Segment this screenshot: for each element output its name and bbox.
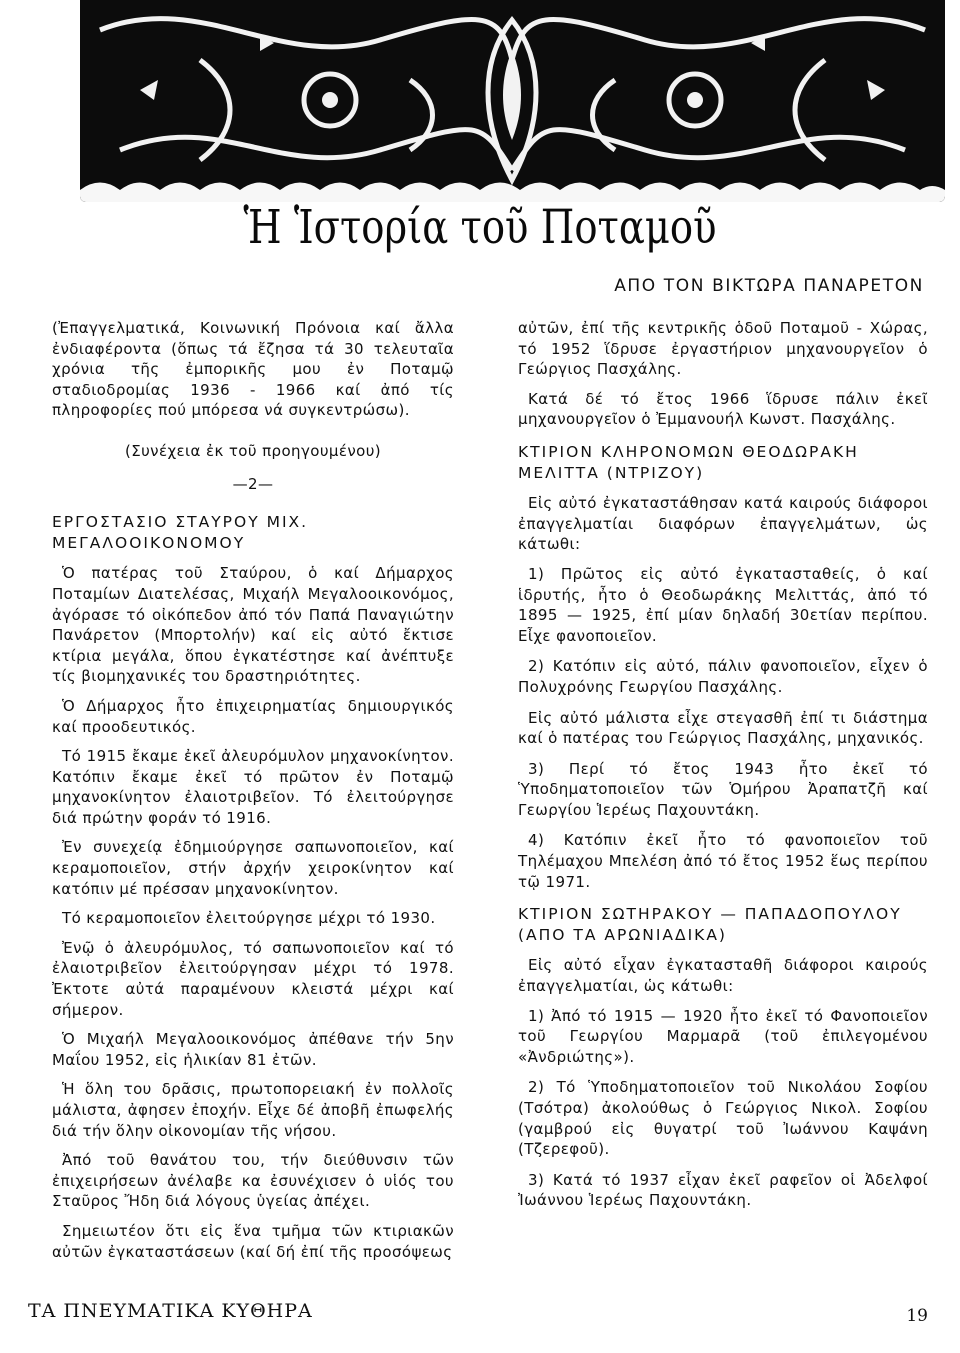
paragraph: Τό κεραμοποιεῖον ἐλειτούργησε μέχρι τό 1930.	[62, 909, 436, 928]
list-item: 2) Τό Ὑποδηματοποιεῖον τοῦ Νικολάου Σοφίου (Τσότρα) ἀκολούθως ὁ Γεώργιος Νικολ. Σοφίου (γαμβρού εἰς θυγατρί τοῦ Ἰωάννου Καψάνη (Τζερεφοῦ).	[518, 1078, 928, 1159]
list-item: Εἰς αὐτό μάλιστα εἶχε στεγασθῆ ἐπί τι διάστημα καί ὁ πατέρας του Γεώργιος Πασχάλης, μηχανικός.	[518, 708, 928, 748]
publication-name: ΤΑ ΠΝΕΥΜΑΤΙΚΑ ΚΥΘΗΡΑ	[28, 1300, 313, 1322]
page-title: Ἡ Ἱστορία τοῦ Ποταμοῦ	[243, 200, 717, 255]
list	[518, 1006, 928, 1211]
intro-paragraph: (Ἐπαγγελματικά, Κοινωνική Πρόνοια καί ἄλλα ἐνδιαφέροντα (ὅπως τά ἔζησα τά 30 τελευταῖα χρόνια τῆς ἐμπορικῆς μου ἐν Ποταμῷ σταδιοδρομίας 1936 - 1966 καί ἀπό τίς πληροφορίες πού μπόρεσα νά συγκεντρώσω).	[52, 319, 454, 420]
list-item: 1) Πρῶτος εἰς αὐτό ἐγκατασταθείς, ὁ καί ἱδρυτής, ἦτο ὁ Θεοδωράκης Μελιττάς, ἀπό τό 1895 — 1925, ἐπί μίαν δηλαδή 30ετίαν περίπου. Εἶχε φανοποιεῖον.	[518, 564, 928, 645]
list-item: 3) Περί τό ἔτος 1943 ἦτο ἐκεῖ τό Ὑποδηματοποιεῖον τῶν Ὁμήρου Ἀραπατζῆ καί Γεωργίου Ἱερέως Παχουντάκη.	[518, 759, 928, 819]
paragraph: Ἐνῷ ὁ ἀλευρόμυλος, τό σαπωνοποιεῖον καί τό ἐλαιοτριβεῖον ἐλειτούργησαν μέχρι τό 1978. Ἐκτοτε αὐτά παραμένουν κλειστά μέχρι καί σήμερον.	[52, 938, 454, 1019]
list-item: 3) Κατά τό 1937 εἶχαν ἐκεῖ ραφεῖον οἱ Ἀδελφοί Ἰωάννου Ἱερέως Παχουντάκη.	[518, 1170, 928, 1210]
paragraph: Ἡ ὅλη του δρᾶσις, πρωτοπορειακή ἐν πολλοῖς μάλιστα, ἀφησεν ἐποχήν. Εἶχε δέ ἀποβῆ ἐπωφελής διά τήν ὅλην οἰκονομίαν τῆς νήσου.	[52, 1080, 454, 1140]
list-item: 4) Κατόπιν ἐκεῖ ἦτο τό φανοποιεῖον τοῦ Τηλέμαχου Μπελέση ἀπό τό ἔτος 1952 ἕως περίπου τῷ 1971.	[518, 831, 928, 891]
author-byline: ΑΠΟ ΤΟΝ ΒΙΚΤΩΡΑ ΠΑΝΑΡΕΤΟΝ	[614, 276, 924, 296]
right-column	[518, 318, 928, 1221]
paragraph: Τό 1915 ἔκαμε ἐκεῖ ἀλευρόμυλον μηχανοκίνητον. Κατόπιν ἔκαμε ἐκεῖ τό πρῶτον ἐν Ποταμῷ μηχανοκίνητον ἐλαιοτριβεῖον. Τό ἐλειτούργησε διά πρώτην φοράν τό 1916.	[52, 747, 454, 827]
ornament-band-icon	[80, 0, 945, 202]
page-number: 19	[906, 1306, 928, 1326]
paragraph: Ὁ πατέρας τοῦ Σταύρου, ὁ καί Δήμαρχος Ποταμίων Διατελέσας, Μιχαήλ Μεγαλοοικονόμος, ἀγόρασε τό οἰκόπεδον ἀπό τόν Παπά Παναγιώτην Πανάρετον (Μπορτολήν) καί εἰς αὐτό ἔκτισε κτίρια μεγάλα, ὅπου ἐγκατέστησε καί ἀνέπτυξε τίς βιομηχανικές του δραστηριότητες.	[52, 564, 454, 686]
paragraph: Κατά δέ τό ἔτος 1966 ἵδρυσε πάλιν ἐκεῖ μηχανουργεῖον ὁ Ἐμμανουήλ Κωνστ. Πασχάλης.	[518, 389, 928, 429]
paragraph: Ὁ Μιχαήλ Μεγαλοοικονόμος ἀπέθανε τήν 5ην Μαΐου 1952, εἰς ἡλικίαν 81 ἐτῶν.	[52, 1030, 454, 1069]
paragraph: Εἰς αὐτό ἐγκαταστάθησαν κατά καιρούς διάφοροι ἐπαγγελματίαι διαφόρων ἐπαγγελμάτων, ὡς κάτωθι:	[518, 494, 928, 554]
section-heading: ΚΤΙΡΙΟΝ ΚΛΗΡΟΝΟΜΩΝ ΘΕΟΔΩΡΑΚΗ ΜΕΛΙΤΤΑ (ΝΤΡΙΖΟΥ)	[518, 442, 859, 482]
section-heading: ΕΡΓΟΣΤΑΣΙΟ ΣΤΑΥΡΟΥ ΜΙΧ. ΜΕΓΑΛΟΟΙΚΟΝΟΜΟΥ	[52, 513, 309, 552]
left-column	[52, 318, 454, 1271]
header-ornament	[80, 0, 945, 202]
list-item: 1) Ἀπό τό 1915 — 1920 ἦτο ἐκεῖ τό Φανοποιεῖον τοῦ Γεωργίου Μαρμαρᾶ (τοῦ ἐπιλεγομένου «Ἀνδριώτης»).	[518, 1006, 928, 1066]
paragraph: Εἰς αὐτό εἶχαν ἐγκατασταθῆ διάφοροι καιρούς ἐπαγγελματίαι, ὡς κάτωθι:	[518, 956, 928, 996]
section-heading: ΚΤΙΡΙΟΝ ΣΩΤΗΡΑΚΟΥ — ΠΑΠΑΔΟΠΟΥΛΟΥ (ΑΠΟ ΤΑ ΑΡΩΝΙΑΔΙΚΑ)	[518, 905, 902, 944]
paragraph: Ἀπό τοῦ θανάτου του, τήν διεύθυνσιν τῶν ἐπιχειρήσεων ἀνέλαβε κα ἐσυνέχισεν ὁ υἱός του Σταῦρος Ἤδη διά λόγους ὑγείας ἀπέχει.	[52, 1151, 454, 1211]
continued-note: (Συνέχεια ἐκ τοῦ προηγουμένου)	[124, 441, 382, 460]
paragraph: Ὁ Δήμαρχος ἦτο ἐπιχειρηματίας δημιουργικός καί προοδευτικός.	[52, 696, 454, 736]
paragraph: Σημειωτέον ὅτι εἰς ἕνα τμῆμα τῶν κτιριακῶν αὐτῶν ἐγκαταστάσεων (καί δή ἐπί τῆς προσόψεως	[52, 1221, 454, 1261]
list-item: 2) Κατόπιν εἰς αὐτό, πάλιν φανοποιεῖον, εἶχεν ὁ Πολυχρόνης Γεωργίου Πασχάλης.	[518, 657, 928, 696]
list	[518, 564, 928, 892]
paragraph: αὐτῶν, ἐπί τῆς κεντρικῆς ὁδοῦ Ποταμοῦ - Χώρας, τό 1952 ἵδρυσε ἐργαστήριον μηχανουργεῖον ὁ Γεώργιος Πασχάλης.	[518, 319, 928, 379]
part-number: —2—	[232, 474, 274, 493]
paragraph: Ἐν συνεχείᾳ ἐδημιούργησε σαπωνοποιεῖον, καί κεραμοποιεῖον, στήν ἀρχήν χειροκίνητον καί κατόπιν μέ πρέσσαν μηχανοκίνητον.	[52, 838, 454, 898]
